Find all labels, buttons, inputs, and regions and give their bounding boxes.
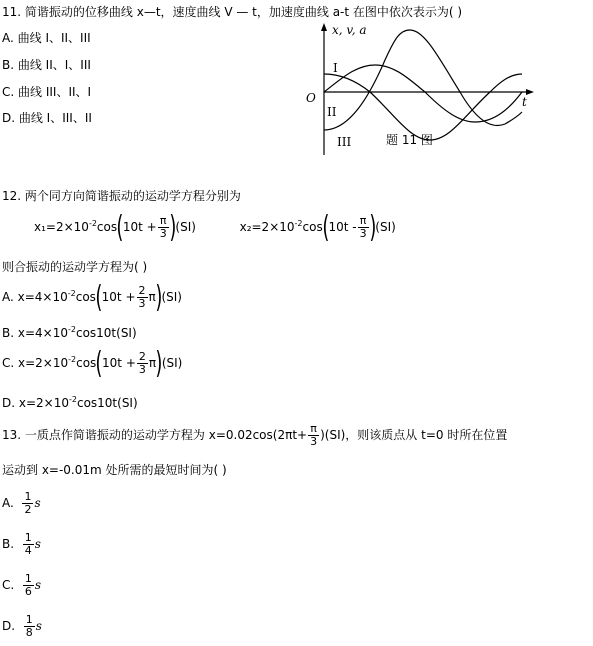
q12-option-d: D. $x=2\times 10^{-2}\cos 10t(SI)$ xyxy=(2,395,138,410)
q12-x1-exp: -2 xyxy=(88,219,97,228)
q11-option-c: C. 曲线 III、II、I xyxy=(2,85,92,99)
q12-x1-cos: cos xyxy=(96,220,118,234)
q12-combined: 则合振动的运动学方程为( ) xyxy=(2,260,148,274)
q12-x1-pre: x₁=2×10 xyxy=(34,220,89,234)
q12-x2-exp: -2 xyxy=(294,219,303,228)
curve-label-iii: III xyxy=(337,135,352,149)
q12-x2-cos: cos xyxy=(302,220,323,234)
q13-stem: 13. 一质点作简谐振动的运动学方程为 x=0.02cos(2πt+ $\frac{\pi}{3}$ )(SI)，则该质点从 t=0 时所在位置 xyxy=(2,422,508,448)
q12-x2-si: (SI) xyxy=(375,220,396,234)
curve-iii xyxy=(324,30,522,130)
q13-option-c: C. $\frac{1}{6}$ s xyxy=(2,572,42,598)
q12-x2-arg: 10t - xyxy=(328,220,357,234)
q12-x1-arg: 10t + xyxy=(122,220,157,234)
y-axis-arrow xyxy=(321,23,327,31)
q12-stem: 12. 两个同方向简谐振动的运动学方程分别为 xyxy=(2,189,241,203)
q11-figure xyxy=(300,20,540,160)
q12-option-a: A. $x=4\times 10^{-2}\cos(10t$ + $\frac{2}{3}$ π)(SI) xyxy=(2,279,182,315)
axis-y-label: x, v, a xyxy=(332,23,367,37)
q11-stem: 11. 简谐振动的位移曲线 x—t，速度曲线 V — t，加速度曲线 a-t 在图中依次表示为( ) xyxy=(2,5,463,19)
q12-x2-pre: x₂=2×10 xyxy=(239,220,295,234)
q13-option-b: B. $\frac{1}{4}$ s xyxy=(2,531,41,557)
origin-label: O xyxy=(306,91,316,105)
q12-option-c: C. $x=2\times 10^{-2}\cos(10t$ + $\frac{2}{3}$ π)(SI) xyxy=(2,345,183,381)
q13-option-d: D. $\frac{1}{8}$ s xyxy=(2,613,42,639)
figure-caption: 题 11 图 xyxy=(386,133,433,147)
q11-option-a: A. 曲线 I、II、III xyxy=(2,31,91,45)
q12-x1-frac: $\frac{\pi}{3}$ xyxy=(159,214,167,240)
x-axis-arrow xyxy=(526,89,534,95)
curve-label-ii: II xyxy=(327,105,337,119)
curve-i xyxy=(324,74,522,140)
q12-option-b: B. $x=4\times 10^{-2}\cos 10t(SI)$ xyxy=(2,325,137,340)
q11-option-d: D. 曲线 I、III、II xyxy=(2,111,92,125)
q13-frac: $\frac{\pi}{3}$ xyxy=(310,422,318,448)
curve-label-i: I xyxy=(333,61,338,75)
q11-option-b: B. 曲线 II、I、III xyxy=(2,58,91,72)
q12-equations: $x_1=2\times 10^{-2}\cos(10t$ + $\frac{\pi}{3}$ )(SI) $x_2=2\times 10^{-2}\cos(10t$ - $\frac{\pi}{3}$ )(SI) xyxy=(34,209,396,245)
q12-x2-frac: $\frac{\pi}{3}$ xyxy=(359,214,367,240)
q12-x1-si: (SI) xyxy=(175,220,196,234)
q13-stem-line2: 运动到 x=-0.01m 处所需的最短时间为( ) xyxy=(2,463,227,477)
axis-x-label: t xyxy=(522,95,527,109)
q13-option-a: A. $\frac{1}{2}$ s xyxy=(2,490,41,516)
